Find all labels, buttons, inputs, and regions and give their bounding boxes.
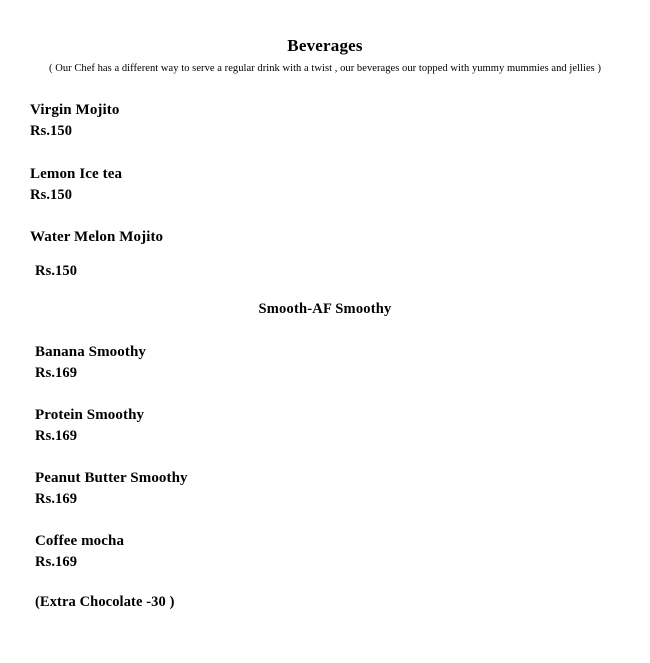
menu-item-virgin-mojito xyxy=(30,100,119,142)
item-price: Rs.169 xyxy=(35,554,78,570)
item-price: Rs.150 xyxy=(30,187,73,203)
item-price: Rs.150 xyxy=(30,123,73,139)
menu-item-water-melon-mojito xyxy=(30,227,163,282)
menu-item-banana-smoothy xyxy=(35,342,146,384)
item-price: Rs.169 xyxy=(35,491,78,507)
section-header-smoothy: Smooth-AF Smoothy xyxy=(258,301,392,317)
item-name: Peanut Butter Smoothy xyxy=(35,470,188,486)
menu-subtitle: ( Our Chef has a different way to serve a regular drink with a twist , our beverages our topped with yummy mummies and jellies ) xyxy=(48,63,602,74)
item-name: Water Melon Mojito xyxy=(30,229,164,245)
menu-item-lemon-ice-tea xyxy=(30,164,122,206)
menu-item-protein-smoothy xyxy=(35,405,144,447)
item-price: Rs.150 xyxy=(35,263,78,279)
item-price: Rs.169 xyxy=(35,428,78,444)
menu-item-peanut-butter-smoothy xyxy=(35,468,188,510)
item-price: Rs.169 xyxy=(35,365,78,381)
item-name: Protein Smoothy xyxy=(35,407,145,423)
item-name: Virgin Mojito xyxy=(30,102,120,118)
item-name: Coffee mocha xyxy=(35,533,125,549)
item-name: Banana Smoothy xyxy=(35,344,147,360)
menu-footnote: (Extra Chocolate -30 ) xyxy=(35,594,175,610)
item-name: Lemon Ice tea xyxy=(30,166,123,182)
page-title: Beverages xyxy=(287,36,363,55)
menu-item-coffee-mocha xyxy=(35,531,124,573)
